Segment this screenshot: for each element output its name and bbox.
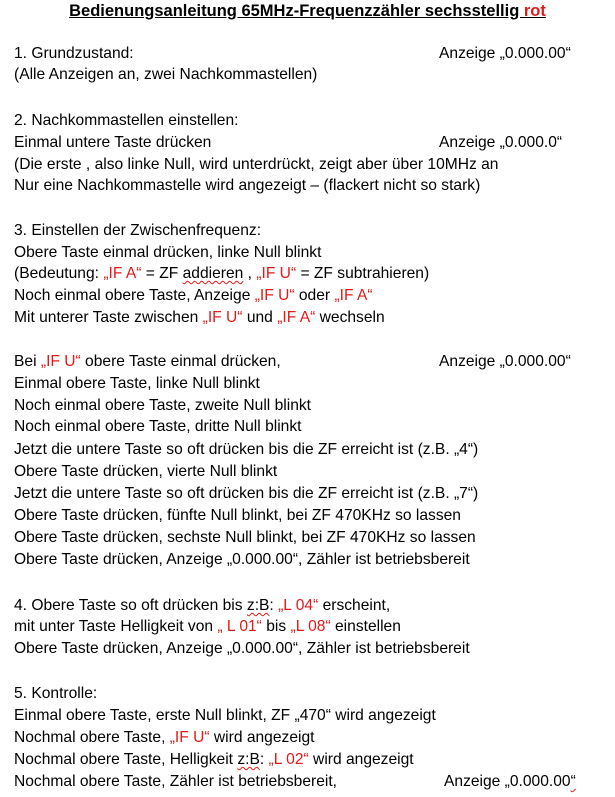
brightness-label: „L 02“ [268, 751, 309, 768]
spellcheck-mark: “ [570, 773, 576, 790]
brightness-label: „L 08“ [290, 618, 331, 635]
section-3-heading: 3. Einstellen der Zwischenfrequenz: [14, 222, 262, 239]
if-u-label: „IF U“ [169, 729, 210, 746]
if-u-label: „IF U“ [40, 353, 81, 370]
text-run: = ZF [141, 265, 183, 282]
procedure-line-7: Jetzt die untere Taste so oft drücken bis die ZF erreicht ist (z.B. „7“) [14, 485, 479, 502]
text-run: 4. Obere Taste so oft drücken bis [14, 597, 247, 614]
if-a-label: „IF A“ [277, 309, 316, 326]
text-run: Noch einmal obere Taste, Anzeige [14, 287, 255, 304]
procedure-line-5: Jetzt die untere Taste so oft drücken bis die ZF erreicht ist (z.B. „4“) [14, 441, 479, 458]
section-1-note: (Alle Anzeigen an, zwei Nachkommastellen) [14, 66, 318, 83]
section-5-line-4: Nochmal obere Taste, Zähler ist betriebsbereit, [14, 773, 338, 790]
procedure-display: Anzeige „0.000.00“ [439, 353, 571, 370]
text-run: , [243, 265, 257, 282]
section-3-line-4 [14, 308, 385, 328]
spellcheck-word: z:B [246, 597, 270, 614]
section-5-display [444, 772, 576, 792]
section-5-line-2 [14, 728, 314, 748]
if-a-label: „IF A“ [103, 265, 142, 282]
text-run: wird angezeigt [308, 751, 414, 768]
procedure-line-10: Obere Taste drücken, Anzeige „0.000.00“, Zähler ist betriebsbereit [14, 551, 470, 568]
text-run: Bei [14, 353, 41, 370]
procedure-line-9: Obere Taste drücken, sechste Null blinkt, bei ZF 470KHz so lassen [14, 529, 476, 546]
section-2-note-1: (Die erste , also linke Null, wird unterdrückt, zeigt aber über 10MHz an [14, 156, 499, 173]
text-run: obere Taste einmal drücken, [80, 353, 281, 370]
section-5-line-1: Einmal obere Taste, erste Null blinkt, ZF „470“ wird angezeigt [14, 707, 436, 724]
section-3-line-3 [14, 286, 373, 306]
section-2-heading: 2. Nachkommastellen einstellen: [14, 112, 239, 129]
section-1-heading: 1. Grundzustand: [14, 45, 134, 62]
procedure-line-8: Obere Taste drücken, fünfte Null blinkt, bei ZF 470KHz so lassen [14, 507, 461, 524]
section-2-note-2: Nur eine Nachkommastelle wird angezeigt – (flackert nicht so stark) [14, 177, 481, 194]
text-run: wird angezeigt [209, 729, 315, 746]
text-run: Anzeige „0.000.00 [444, 773, 571, 790]
section-2-action: Einmal untere Taste drücken [14, 134, 212, 151]
text-run: bis [261, 618, 291, 635]
text-run: Nochmal obere Taste, [14, 729, 170, 746]
section-3-line-1: Obere Taste einmal drücken, linke Null blinkt [14, 244, 322, 261]
text-run: wechseln [315, 309, 385, 326]
section-5-line-3 [14, 750, 414, 770]
text-run: Mit unterer Taste zwischen [14, 309, 203, 326]
brightness-label: „L 04“ [278, 597, 319, 614]
title-main: Bedienungsanleitung 65MHz-Frequenzzähler sechsstellig [69, 2, 524, 20]
section-4-line-1 [14, 596, 390, 616]
section-5-heading: 5. Kontrolle: [14, 685, 98, 702]
text-run: : [259, 751, 269, 768]
title-colour-word: rot [523, 2, 546, 20]
text-run: oder [294, 287, 335, 304]
section-2-display: Anzeige „0.000.0“ [439, 134, 563, 151]
section-1-display: Anzeige „0.000.00“ [439, 45, 571, 62]
spellcheck-word: z:B [237, 751, 260, 768]
text-run: und [242, 309, 278, 326]
document-title [0, 2, 615, 21]
text-run: einstellen [330, 618, 401, 635]
brightness-label: „ L 01“ [217, 618, 262, 635]
procedure-line-1 [14, 352, 281, 372]
if-u-label: „IF U“ [254, 287, 295, 304]
text-run: mit unter Taste Helligkeit von [14, 618, 218, 635]
if-a-label: „IF A“ [334, 287, 373, 304]
text-run: erscheint, [318, 597, 391, 614]
spellcheck-word: addieren [182, 265, 244, 282]
section-3-line-2 [14, 264, 429, 284]
procedure-line-6: Obere Taste drücken, vierte Null blinkt [14, 463, 278, 480]
text-run: = ZF subtrahieren) [296, 265, 430, 282]
section-4-line-3: Obere Taste drücken, Anzeige „0.000.00“, Zähler ist betriebsbereit [14, 640, 470, 657]
procedure-line-2: Einmal obere Taste, linke Null blinkt [14, 375, 260, 392]
text-run: (Bedeutung: [14, 265, 104, 282]
procedure-line-4: Noch einmal obere Taste, dritte Null blinkt [14, 418, 302, 435]
section-4-line-2 [14, 617, 401, 637]
procedure-line-3: Noch einmal obere Taste, zweite Null blinkt [14, 397, 312, 414]
text-run: Nochmal obere Taste, Helligkeit [14, 751, 238, 768]
if-u-label: „IF U“ [202, 309, 243, 326]
if-u-label: „IF U“ [256, 265, 297, 282]
text-run: : [269, 597, 279, 614]
